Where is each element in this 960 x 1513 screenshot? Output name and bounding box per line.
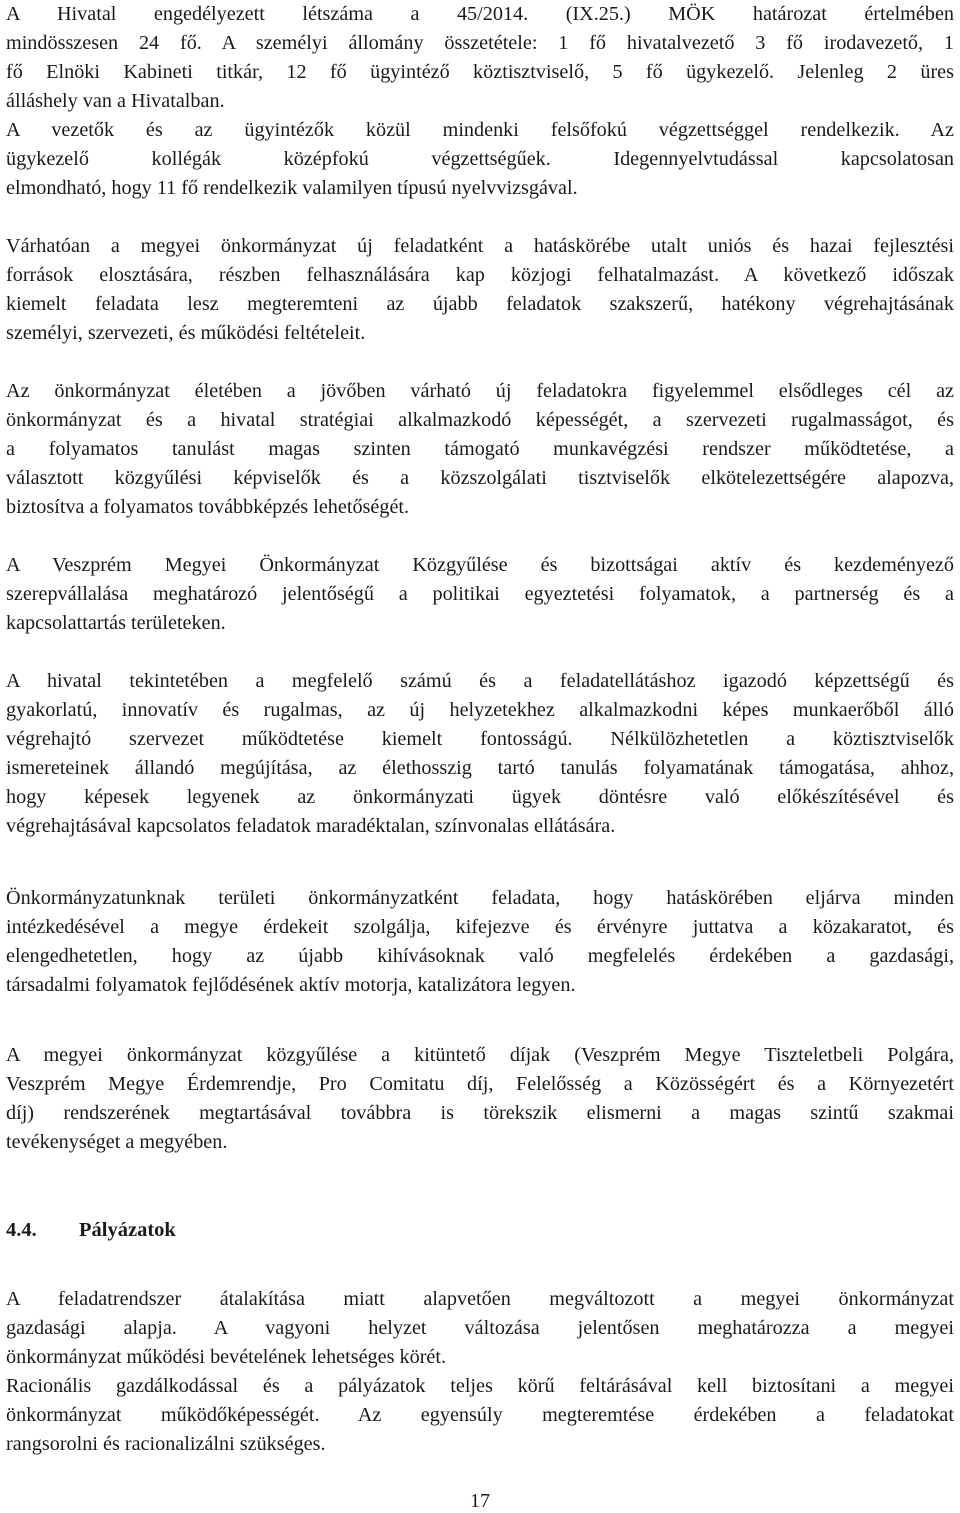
text-line: gyakorlatú, innovatív és rugalmas, az új helyzetekhez alkalmazkodni képes munkaerőből álló: [6, 699, 954, 721]
text-line: intézkedésével a megye érdekeit szolgálja, kifejezve és érvényre juttatva a közakaratot, és: [6, 916, 954, 938]
text-line: önkormányzat működési bevételének lehetséges körét.: [6, 1346, 447, 1368]
text-line: önkormányzat és a hivatal stratégiai alkalmazkodó képességét, a szervezeti rugalmasságot, és: [6, 409, 954, 431]
text-line: elengedhetetlen, hogy az újabb kihívásoknak való megfelelés érdekében a gazdasági,: [6, 945, 954, 967]
paragraph-territorial-task: [6, 884, 954, 1000]
paragraph-staffing: [6, 0, 954, 203]
paragraph-assembly-role: [6, 551, 954, 638]
paragraph-rational-management: [6, 1372, 954, 1459]
paragraph-office-workforce: [6, 667, 954, 841]
text-line: mindösszesen 24 fő. A személyi állomány összetétele: 1 fő hivatalvezető 3 fő irodavezető, 1: [6, 32, 954, 54]
section-number: 4.4.: [6, 1219, 37, 1241]
text-line: A megyei önkormányzat közgyűlése a kitüntető díjak (Veszprém Megye Tiszteletbeli Polgára,: [6, 1044, 954, 1066]
paragraph-awards: [6, 1041, 954, 1157]
text-line: A hivatal tekintetében a megfelelő számú és a feladatellátáshoz igazodó képzettségű és: [6, 670, 954, 692]
text-line: ismereteinek állandó megújítása, az élethosszig tartó tanulás folyamatának támogatása, ahhoz,: [6, 757, 954, 779]
text-line: álláshely van a Hivatalban.: [6, 90, 225, 112]
page-number: 17: [470, 1490, 490, 1512]
text-line: ügykezelő kollégák középfokú végzettségűek. Idegennyelvtudással kapcsolatosan: [6, 148, 954, 170]
text-line: A vezetők és az ügyintézők közül mindenki felsőfokú végzettséggel rendelkezik. Az: [6, 119, 954, 141]
text-line: kapcsolattartás területeken.: [6, 612, 226, 634]
text-line: végrehajtásával kapcsolatos feladatok maradéktalan, színvonalas ellátására.: [6, 815, 616, 837]
text-line: A feladatrendszer átalakítása miatt alapvetően megváltozott a megyei önkormányzat: [6, 1288, 954, 1310]
text-line: önkormányzat működőképességét. Az egyensúly megteremtése érdekében a feladatokat: [6, 1404, 954, 1426]
text-line: biztosítva a folyamatos továbbképzés lehetőségét.: [6, 496, 410, 518]
text-line: hogy képesek legyenek az önkormányzati ügyek döntésre való előkészítésével és: [6, 786, 954, 808]
text-line: Racionális gazdálkodással és a pályázatok teljes körű feltárásával kell biztosítani a megyei: [6, 1375, 954, 1397]
text-line: Önkormányzatunknak területi önkormányzatként feladata, hogy hatáskörében eljárva minden: [6, 887, 954, 909]
paragraph-strategic-goal: [6, 377, 954, 522]
text-line: fő Elnöki Kabineti titkár, 12 fő ügyintéző köztisztviselő, 5 fő ügykezelő. Jelenleg 2 üres: [6, 61, 954, 83]
section-heading: [6, 1216, 176, 1245]
text-line: források elosztására, részben felhasználására kap közjogi felhatalmazást. A következő időszak: [6, 264, 954, 286]
text-line: Veszprém Megye Érdemrendje, Pro Comitatu díj, Felelősség a Közösségért és a Környezetért: [6, 1073, 954, 1095]
section-title: Pályázatok: [79, 1219, 176, 1241]
text-line: elmondható, hogy 11 fő rendelkezik valamilyen típusú nyelvvizsgával.: [6, 177, 578, 199]
text-line: végrehajtó szervezet működtetése kiemelt fontosságú. Nélkülözhetetlen a köztisztviselők: [6, 728, 954, 750]
text-line: rangsorolni és racionalizálni szükséges.: [6, 1433, 326, 1455]
text-line: szerepvállalása meghatározó jelentőségű a politikai egyeztetési folyamatok, a partnerség és a: [6, 583, 954, 605]
paragraph-new-tasks: [6, 232, 954, 348]
text-line: választott közgyűlési képviselők és a közszolgálati tisztviselők elkötelezettségére alapozva,: [6, 467, 954, 489]
text-line: személyi, szervezeti, és működési feltételeit.: [6, 322, 366, 344]
text-line: kiemelt feladata lesz megteremteni az újabb feladatok szakszerű, hatékony végrehajtásának: [6, 293, 954, 315]
text-line: Az önkormányzat életében a jövőben várható új feladatokra figyelemmel elsődleges cél az: [6, 380, 954, 402]
text-line: Várhatóan a megyei önkormányzat új feladatként a hatáskörébe utalt uniós és hazai fejlesztési: [6, 235, 954, 257]
text-line: gazdasági alapja. A vagyoni helyzet változása jelentősen meghatározza a megyei: [6, 1317, 954, 1339]
text-line: díj) rendszerének megtartásával továbbra is törekszik elismerni a magas szintű szakmai: [6, 1102, 954, 1124]
text-line: társadalmi folyamatok fejlődésének aktív motorja, katalizátora legyen.: [6, 974, 576, 996]
text-line: A Hivatal engedélyezett létszáma a 45/2014. (IX.25.) MÖK határozat értelmében: [6, 3, 954, 25]
text-line: tevékenységet a megyében.: [6, 1131, 228, 1153]
text-line: a folyamatos tanulást magas szinten támogató munkavégzési rendszer működtetése, a: [6, 438, 954, 460]
text-line: A Veszprém Megyei Önkormányzat Közgyűlése és bizottságai aktív és kezdeményező: [6, 554, 954, 576]
paragraph-economic-basis: [6, 1285, 954, 1372]
